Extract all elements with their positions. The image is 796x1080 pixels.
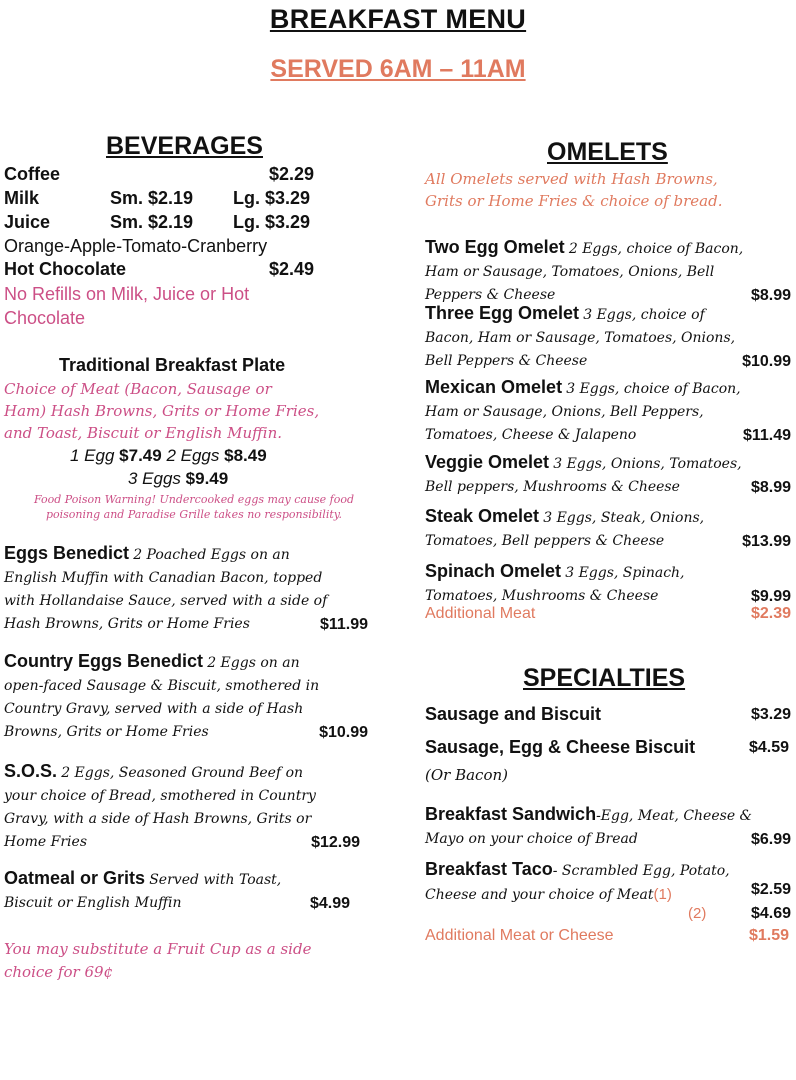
item-desc: 3 Eggs, choice of — [583, 307, 705, 323]
beverage-coffee-price: $2.29 — [269, 164, 315, 184]
menu-item-eggs-benedict — [4, 542, 368, 636]
beverage-juice-large: Lg. $3.29 — [233, 212, 311, 232]
traditional-desc-line1: Choice of Meat (Bacon, Sausage or — [4, 380, 272, 398]
taco-price-2: $4.69 — [750, 905, 791, 922]
specialty-sec-biscuit-note: (Or Bacon) — [425, 766, 508, 784]
item-desc: 3 Eggs, Steak, Onions, — [543, 510, 705, 526]
fruit-cup-line2: choice for 69¢ — [4, 963, 114, 981]
served-hours: SERVED 6AM – 11AM — [270, 55, 526, 83]
item-price: $8.99 — [750, 479, 791, 496]
omelets-note — [425, 168, 722, 212]
taco-option-2: (2) — [688, 905, 707, 922]
beverages-heading: BEVERAGES — [106, 132, 263, 160]
three-egg-label: 3 Eggs — [128, 469, 181, 488]
beverage-juice-small: Sm. $2.19 — [110, 212, 194, 232]
menu-item-oatmeal-grits — [4, 867, 350, 915]
item-desc: Bell peppers, Mushrooms & Cheese — [425, 479, 680, 495]
item-desc: - Scrambled Egg, Potato, — [552, 863, 730, 879]
traditional-three-egg — [128, 469, 228, 489]
item-name: Steak Omelet — [425, 506, 540, 526]
fruit-cup-note — [4, 938, 311, 984]
menu-item-spinach-omelet — [425, 560, 791, 608]
item-desc: 2 Eggs, choice of Bacon, — [568, 241, 744, 257]
three-egg-price: $9.49 — [185, 469, 229, 488]
traditional-egg-prices — [70, 446, 267, 466]
item-desc: with Hollandaise Sauce, served with a side of — [4, 593, 328, 609]
specialties-additional-meat-cheese: Additional Meat or Cheese — [425, 927, 614, 944]
item-price: $6.99 — [750, 831, 791, 848]
item-desc: Mayo on your choice of Bread — [425, 831, 638, 847]
omelets-additional-meat-price: $2.39 — [750, 605, 791, 622]
menu-item-country-eggs-benedict — [4, 650, 368, 744]
item-desc: -Egg, Meat, Cheese & — [596, 808, 753, 824]
item-price: $13.99 — [742, 533, 791, 550]
item-name: S.O.S. — [4, 761, 58, 781]
beverage-juice: Juice — [4, 212, 51, 232]
food-poison-warning — [14, 492, 374, 522]
menu-item-steak-omelet — [425, 505, 791, 553]
item-name: Mexican Omelet — [425, 377, 563, 397]
one-egg-price: $7.49 — [119, 446, 162, 465]
taco-option-1: (1) — [653, 886, 672, 903]
beverage-coffee — [4, 164, 60, 185]
item-name: Spinach Omelet — [425, 561, 562, 581]
item-desc: Served with Toast, — [149, 872, 282, 888]
specialty-sausage-biscuit: Sausage and Biscuit — [425, 704, 602, 724]
beverage-milk-large: Lg. $3.29 — [233, 188, 311, 208]
item-desc: Cheese and your choice of Meat — [425, 887, 654, 903]
item-desc: Country Gravy, served with a side of Hash — [4, 701, 304, 717]
item-desc: open-faced Sausage & Biscuit, smothered in — [4, 678, 320, 694]
omelets-note-line1: All Omelets served with Hash Browns, — [425, 170, 718, 188]
omelets-note-line2: Grits or Home Fries & choice of bread. — [425, 192, 723, 210]
warning-line2: poisoning and Paradise Grille takes no responsibility. — [45, 508, 343, 521]
item-name: Breakfast Taco — [425, 859, 553, 879]
item-desc: Ham or Sausage, Tomatoes, Onions, Bell — [425, 264, 715, 280]
item-desc: Home Fries — [4, 834, 88, 850]
item-desc: 3 Eggs, Spinach, — [565, 565, 685, 581]
menu-item-three-egg-omelet — [425, 302, 791, 373]
item-desc: Tomatoes, Mushrooms & Cheese — [425, 588, 659, 604]
one-egg-label: 1 Egg — [70, 446, 115, 465]
traditional-desc-line2: Ham) Hash Browns, Grits or Home Fries, — [4, 402, 320, 420]
item-desc: your choice of Bread, smothered in Country — [4, 788, 316, 804]
beverage-hot-chocolate: Hot Chocolate — [4, 259, 127, 279]
item-price: $11.49 — [742, 427, 791, 444]
specialties-heading: SPECIALTIES — [523, 664, 686, 692]
beverage-milk: Milk — [4, 188, 40, 208]
fruit-cup-line1: You may substitute a Fruit Cup as a side — [4, 940, 312, 958]
menu-item-veggie-omelet — [425, 451, 791, 499]
item-price: $11.99 — [319, 616, 368, 633]
menu-title: BREAKFAST MENU — [269, 4, 527, 34]
menu-item-mexican-omelet — [425, 376, 791, 447]
item-price: $8.99 — [750, 287, 791, 304]
taco-price-1: $2.59 — [750, 881, 791, 898]
traditional-description — [4, 378, 319, 444]
item-desc: 2 Eggs, Seasoned Ground Beef on — [61, 765, 304, 781]
omelets-additional-meat: Additional Meat — [425, 605, 536, 622]
specialties-additional-price: $1.59 — [748, 927, 789, 944]
specialty-sec-biscuit: Sausage, Egg & Cheese Biscuit — [425, 737, 696, 757]
item-desc: Biscuit or English Muffin — [4, 895, 182, 911]
menu-item-breakfast-taco — [425, 858, 791, 907]
item-desc: Tomatoes, Bell peppers & Cheese — [425, 533, 665, 549]
item-price: $10.99 — [319, 724, 368, 741]
juice-flavors: Orange-Apple-Tomato-Cranberry — [4, 236, 268, 256]
two-egg-label: 2 Eggs — [166, 446, 220, 465]
item-price: $10.99 — [742, 353, 791, 370]
item-name: Breakfast Sandwich — [425, 804, 597, 824]
item-desc: Bacon, Ham or Sausage, Tomatoes, Onions, — [425, 330, 736, 346]
item-name: Three Egg Omelet — [425, 303, 580, 323]
refill-note-line2: Chocolate — [4, 308, 86, 328]
traditional-desc-line3: and Toast, Biscuit or English Muffin. — [4, 424, 282, 442]
item-desc: Bell Peppers & Cheese — [425, 353, 588, 369]
item-name: Country Eggs Benedict — [4, 651, 204, 671]
item-price: $12.99 — [311, 834, 360, 851]
menu-item-two-egg-omelet — [425, 236, 791, 307]
beverage-milk-small: Sm. $2.19 — [110, 188, 194, 208]
item-desc: Browns, Grits or Home Fries — [4, 724, 209, 740]
item-name: Two Egg Omelet — [425, 237, 565, 257]
specialty-sec-biscuit-price: $4.59 — [748, 739, 789, 756]
item-desc: 3 Eggs, Onions, Tomatoes, — [553, 456, 742, 472]
item-price: $4.99 — [309, 895, 350, 912]
refill-note-line1: No Refills on Milk, Juice or Hot — [4, 284, 250, 304]
item-desc: 3 Eggs, choice of Bacon, — [566, 381, 741, 397]
two-egg-price: $8.49 — [224, 446, 267, 465]
menu-item-breakfast-sandwich — [425, 803, 791, 851]
item-desc: 2 Poached Eggs on an — [133, 547, 290, 563]
specialty-sausage-biscuit-price: $3.29 — [750, 706, 791, 723]
item-name: Eggs Benedict — [4, 543, 130, 563]
item-name: Oatmeal or Grits — [4, 868, 146, 888]
item-desc: Ham or Sausage, Onions, Bell Peppers, — [425, 404, 704, 420]
item-desc: 2 Eggs on an — [207, 655, 300, 671]
item-desc: Peppers & Cheese — [425, 287, 556, 303]
item-name: Coffee — [4, 164, 61, 184]
item-desc: Hash Browns, Grits or Home Fries — [4, 616, 250, 632]
omelets-heading: OMELETS — [547, 138, 668, 166]
item-desc: Tomatoes, Cheese & Jalapeno — [425, 427, 637, 443]
beverage-hot-chocolate-price: $2.49 — [269, 259, 315, 279]
menu-item-sos — [4, 760, 360, 854]
traditional-heading: Traditional Breakfast Plate — [59, 355, 286, 375]
item-name: Veggie Omelet — [425, 452, 550, 472]
item-desc: Gravy, with a side of Hash Browns, Grits or — [4, 811, 312, 827]
item-desc: English Muffin with Canadian Bacon, topped — [4, 570, 323, 586]
item-price: $9.99 — [750, 588, 791, 605]
warning-line1: Food Poison Warning! Undercooked eggs may cause food — [33, 493, 355, 506]
